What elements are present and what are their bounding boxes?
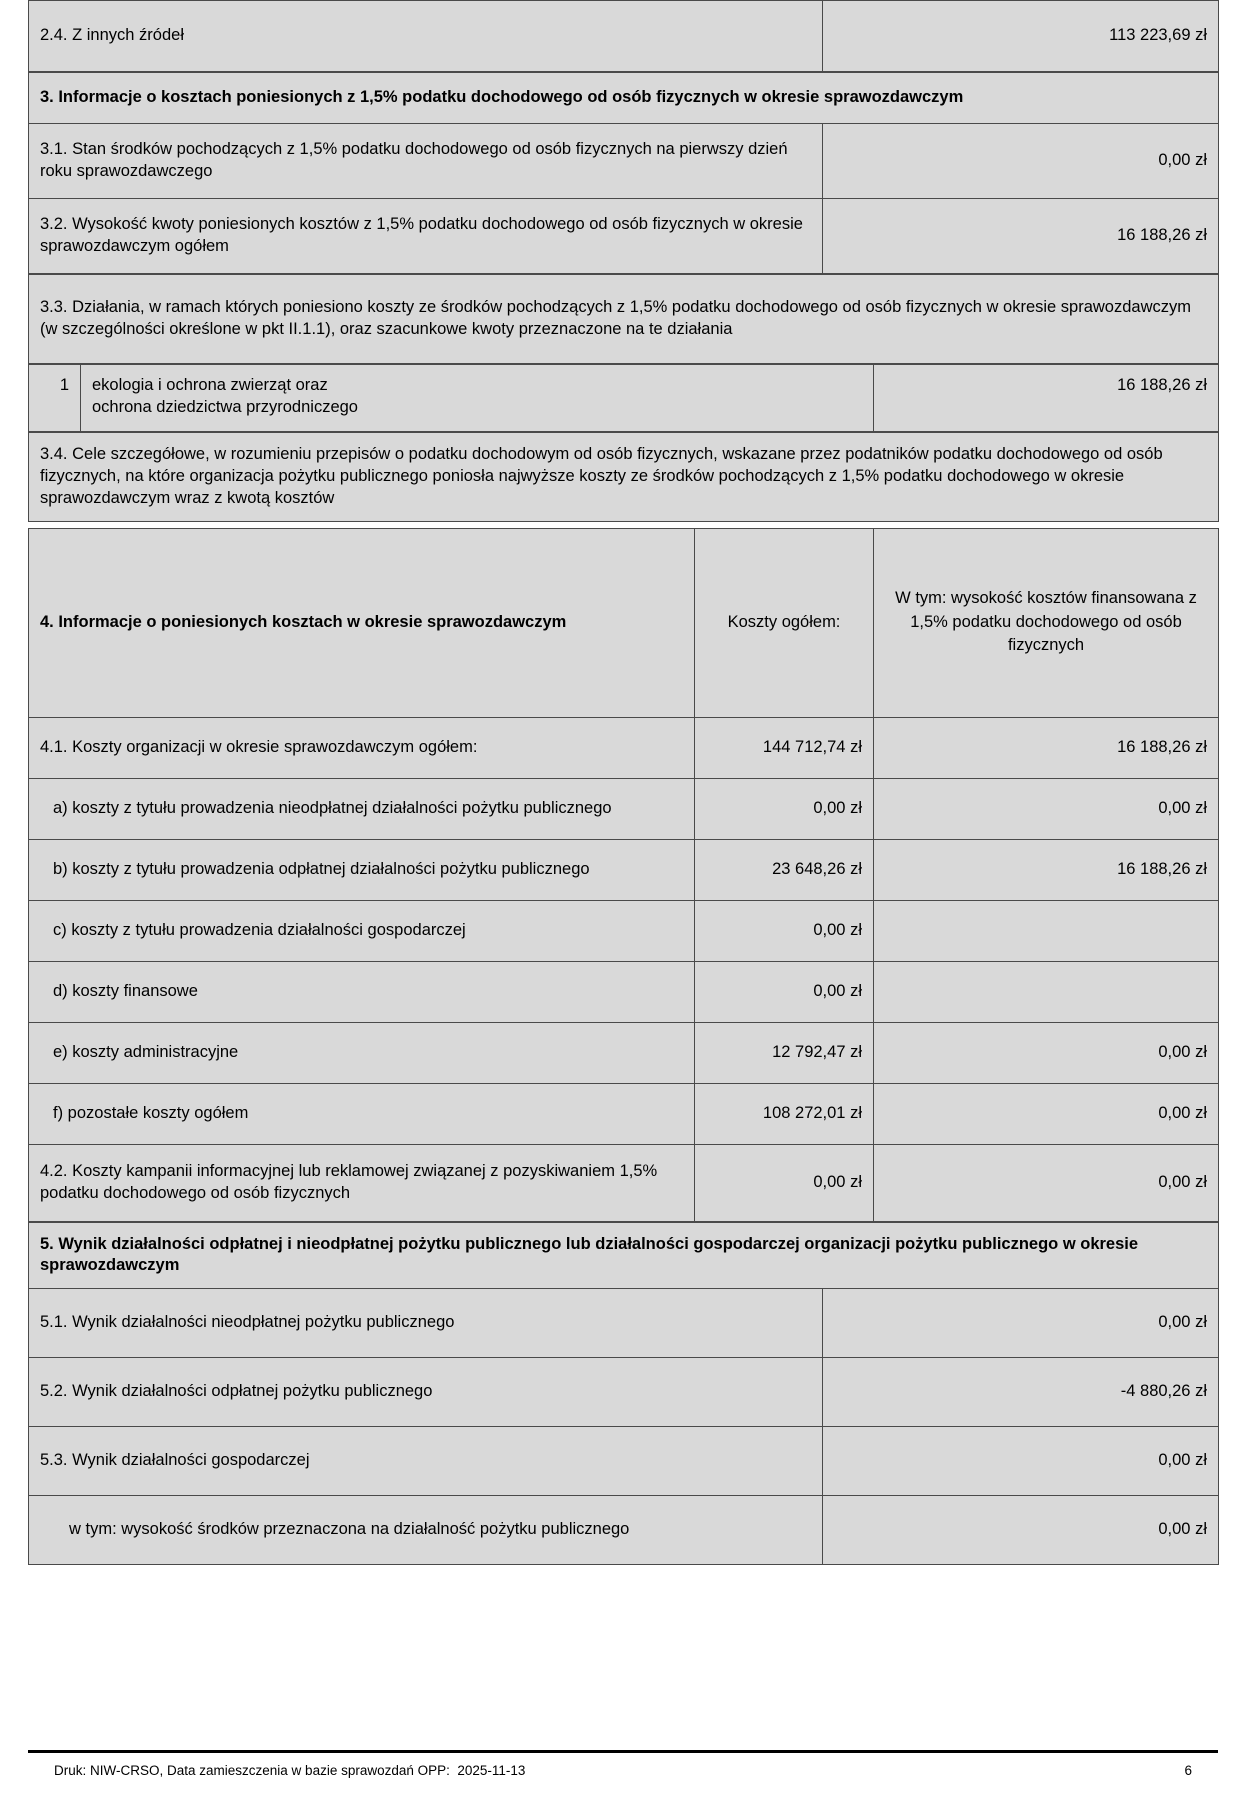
row-5-2-label: 5.2. Wynik działalności odpłatnej pożytku publicznego (29, 1358, 823, 1427)
entry-value: 16 188,26 zł (874, 364, 1219, 431)
table-row (29, 1083, 1219, 1144)
row-4-1-f-share: 0,00 zł (874, 1083, 1219, 1144)
row-4-1-d-label: d) koszty finansowe (29, 961, 695, 1022)
row-4-1-d-total: 0,00 zł (695, 961, 874, 1022)
item-3-3-entries-table (28, 364, 1219, 432)
entry-label-line-1: ekologia i ochrona zwierząt oraz (92, 375, 328, 394)
table-row (29, 717, 1219, 778)
table-row (29, 1144, 1219, 1221)
row-3-1-label: 3.1. Stan środków pochodzących z 1,5% podatku dochodowego od osób fizycznych na pierwszy dzień roku sprawozdawczego (29, 123, 823, 198)
table-row (29, 1, 1219, 72)
table-row (29, 198, 1219, 273)
table-row (29, 839, 1219, 900)
item-3-4-label: 3.4. Cele szczegółowe, w rozumieniu przepisów o podatku dochodowym od osób fizycznych, wskazane przez podatników podatku dochodowego od osób fizycznych, na które organizacja pożytku publicznego poniosła najwyższe koszty ze środków pochodzących z 1,5% podatku dochodowego w okresie sprawozdawczym wraz z kwotą kosztów (29, 432, 1219, 521)
table-row (29, 961, 1219, 1022)
row-4-1-label: 4.1. Koszty organizacji w okresie sprawozdawczym ogółem: (29, 717, 695, 778)
section-4-header-row (29, 528, 1219, 717)
column-header-share: W tym: wysokość kosztów finansowana z 1,5% podatku dochodowego od osób fizycznych (874, 528, 1219, 717)
section-4-header-label: 4. Informacje o poniesionych kosztach w okresie sprawozdawczym (29, 528, 695, 717)
row-5-1-value: 0,00 zł (823, 1289, 1219, 1358)
footer-page-number: 6 (1184, 1763, 1192, 1778)
row-5-3-sub-value: 0,00 zł (823, 1496, 1219, 1565)
column-header-total: Koszty ogółem: (695, 528, 874, 717)
section-5-header: 5. Wynik działalności odpłatnej i nieodpłatnej pożytku publicznego lub działalności gospodarczej organizacji pożytku publicznego w okresie sprawozdawczym (29, 1222, 1219, 1289)
item-3-4-heading-table (28, 432, 1219, 522)
row-4-1-share: 16 188,26 zł (874, 717, 1219, 778)
table-row (29, 900, 1219, 961)
section-3-header: 3. Informacje o kosztach poniesionych z 1,5% podatku dochodowego od osób fizycznych w okresie sprawozdawczym (29, 73, 1219, 124)
row-4-1-d-share-disabled (874, 961, 1219, 1022)
item-3-3-label: 3.3. Działania, w ramach których poniesiono koszty ze środków pochodzących z 1,5% podatku dochodowego od osób fizycznych w okresie sprawozdawczym (w szczególności określone w pkt II.1.1), oraz szacunkowe kwoty przeznaczone na te działania (29, 274, 1219, 363)
row-4-1-e-label: e) koszty administracyjne (29, 1022, 695, 1083)
section-5-table (28, 1222, 1219, 1566)
entry-label-line-2: ochrona dziedzictwa przyrodniczego (92, 397, 358, 416)
table-row (29, 432, 1219, 521)
section-4-table (28, 528, 1219, 1222)
page-footer (28, 1750, 1218, 1778)
row-5-3-sub-label: w tym: wysokość środków przeznaczona na działalność pożytku publicznego (29, 1496, 823, 1565)
row-4-2-total: 0,00 zł (695, 1144, 874, 1221)
section-3-header-row (29, 73, 1219, 124)
footer-print-info: Druk: NIW-CRSO, Data zamieszczenia w bazie sprawozdań OPP: 2025-11-13 (54, 1763, 526, 1778)
row-4-2-label: 4.2. Koszty kampanii informacyjnej lub reklamowej związanej z pozyskiwaniem 1,5% podatku dochodowego od osób fizycznych (29, 1144, 695, 1221)
row-4-1-a-label: a) koszty z tytułu prowadzenia nieodpłatnej działalności pożytku publicznego (29, 778, 695, 839)
table-row (29, 274, 1219, 363)
table-row (29, 1427, 1219, 1496)
entry-label (81, 364, 874, 431)
row-4-1-a-total: 0,00 zł (695, 778, 874, 839)
table-row (29, 123, 1219, 198)
table-row (29, 1496, 1219, 1565)
row-4-1-total: 144 712,74 zł (695, 717, 874, 778)
table-row (29, 778, 1219, 839)
row-5-2-value: -4 880,26 zł (823, 1358, 1219, 1427)
table-row (29, 1358, 1219, 1427)
row-4-1-b-label: b) koszty z tytułu prowadzenia odpłatnej działalności pożytku publicznego (29, 839, 695, 900)
row-4-1-b-share: 16 188,26 zł (874, 839, 1219, 900)
row-2-4-value: 113 223,69 zł (823, 1, 1219, 72)
row-4-1-b-total: 23 648,26 zł (695, 839, 874, 900)
table-row (29, 1289, 1219, 1358)
footer-divider (28, 1750, 1218, 1753)
table-row (29, 1022, 1219, 1083)
row-4-1-c-label: c) koszty z tytułu prowadzenia działalności gospodarczej (29, 900, 695, 961)
row-5-1-label: 5.1. Wynik działalności nieodpłatnej pożytku publicznego (29, 1289, 823, 1358)
row-4-2-share: 0,00 zł (874, 1144, 1219, 1221)
section-5-header-row (29, 1222, 1219, 1289)
row-2-4-label: 2.4. Z innych źródeł (29, 1, 823, 72)
row-4-1-f-total: 108 272,01 zł (695, 1083, 874, 1144)
row-5-3-value: 0,00 zł (823, 1427, 1219, 1496)
row-5-3-label: 5.3. Wynik działalności gospodarczej (29, 1427, 823, 1496)
entry-index: 1 (29, 364, 81, 431)
row-4-1-c-total: 0,00 zł (695, 900, 874, 961)
item-3-3-heading-table (28, 274, 1219, 364)
row-3-2-label: 3.2. Wysokość kwoty poniesionych kosztów z 1,5% podatku dochodowego od osób fizycznych w okresie sprawozdawczym ogółem (29, 198, 823, 273)
row-4-1-c-share-disabled (874, 900, 1219, 961)
table-row-2-4 (28, 0, 1219, 72)
section-3-table (28, 72, 1219, 274)
row-4-1-e-share: 0,00 zł (874, 1022, 1219, 1083)
row-3-2-value: 16 188,26 zł (823, 198, 1219, 273)
row-4-1-f-label: f) pozostałe koszty ogółem (29, 1083, 695, 1144)
row-4-1-e-total: 12 792,47 zł (695, 1022, 874, 1083)
list-item (29, 364, 1219, 431)
row-3-1-value: 0,00 zł (823, 123, 1219, 198)
row-4-1-a-share: 0,00 zł (874, 778, 1219, 839)
